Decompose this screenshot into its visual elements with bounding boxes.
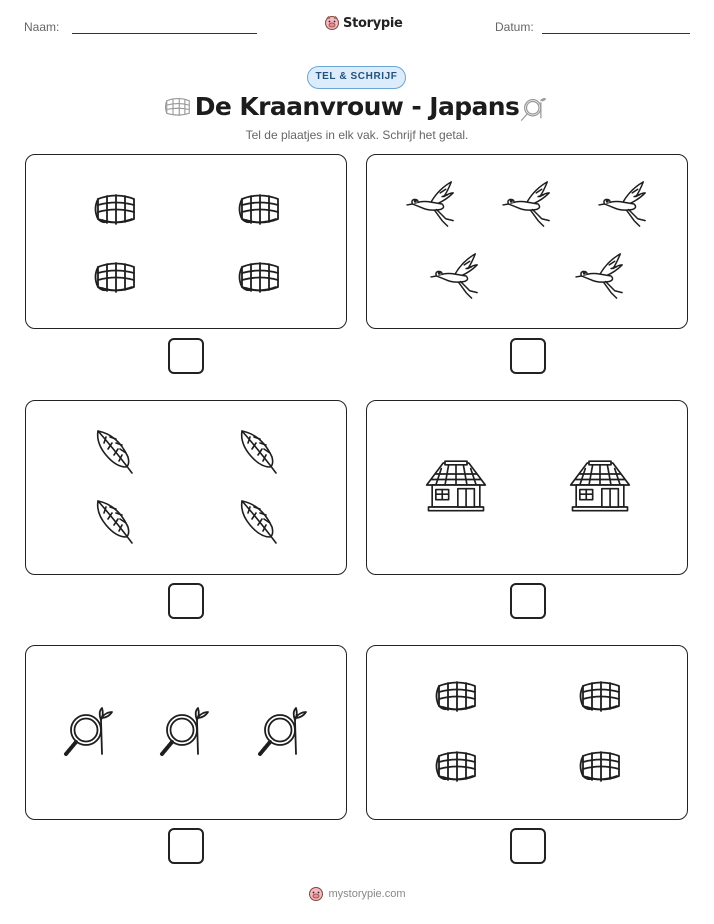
answer-box-1[interactable] (168, 338, 204, 374)
crane-icon (501, 180, 553, 228)
pig-mascot-icon (324, 15, 340, 31)
count-card-1 (25, 154, 347, 329)
crane-icon (597, 180, 649, 228)
feather-icon (92, 427, 136, 475)
loom-ring-icon (256, 704, 312, 760)
worksheet-title-row (0, 92, 714, 121)
crane-icon (405, 180, 457, 228)
brand-logo (324, 13, 403, 33)
instructions: Tel de plaatjes in elk vak. Schrijf het getal. (245, 128, 469, 142)
crane-icon (429, 252, 481, 300)
answer-box-5[interactable] (168, 828, 204, 864)
name-label: Naam: (24, 20, 60, 34)
woven-cloth-icon (577, 676, 625, 716)
loom-ring-icon (519, 94, 549, 124)
thatched-house-icon (423, 457, 489, 513)
count-card-5 (25, 645, 347, 820)
answer-box-3[interactable] (168, 583, 204, 619)
woven-cloth-icon (236, 257, 284, 297)
footer-website[interactable]: mystorypie.com (328, 888, 406, 900)
woven-cloth-icon (236, 189, 284, 229)
answer-box-4[interactable] (510, 583, 546, 619)
feather-icon (236, 497, 280, 545)
footer (0, 886, 714, 902)
date-label: Datum: (495, 20, 534, 34)
brand-name: Storypie (343, 15, 403, 31)
answer-box-6[interactable] (510, 828, 546, 864)
count-card-6 (366, 645, 688, 820)
count-card-2 (366, 154, 688, 329)
woven-cloth-icon (433, 746, 481, 786)
loom-ring-icon (158, 704, 214, 760)
activity-badge: TEL & SCHRIJF (307, 66, 406, 89)
woven-cloth-icon (92, 189, 140, 229)
pig-mascot-icon (308, 886, 324, 902)
name-field[interactable] (72, 33, 257, 34)
date-field[interactable] (542, 33, 690, 34)
feather-icon (236, 427, 280, 475)
loom-ring-icon (62, 704, 118, 760)
feather-icon (92, 497, 136, 545)
crane-icon (574, 252, 626, 300)
woven-cloth-icon (92, 257, 140, 297)
answer-box-2[interactable] (510, 338, 546, 374)
worksheet-title: De Kraanvrouw - Japans (194, 92, 520, 121)
woven-cloth-icon (433, 676, 481, 716)
count-card-3 (25, 400, 347, 575)
thatched-house-icon (567, 457, 633, 513)
woven-cloth-icon (577, 746, 625, 786)
count-card-4 (366, 400, 688, 575)
